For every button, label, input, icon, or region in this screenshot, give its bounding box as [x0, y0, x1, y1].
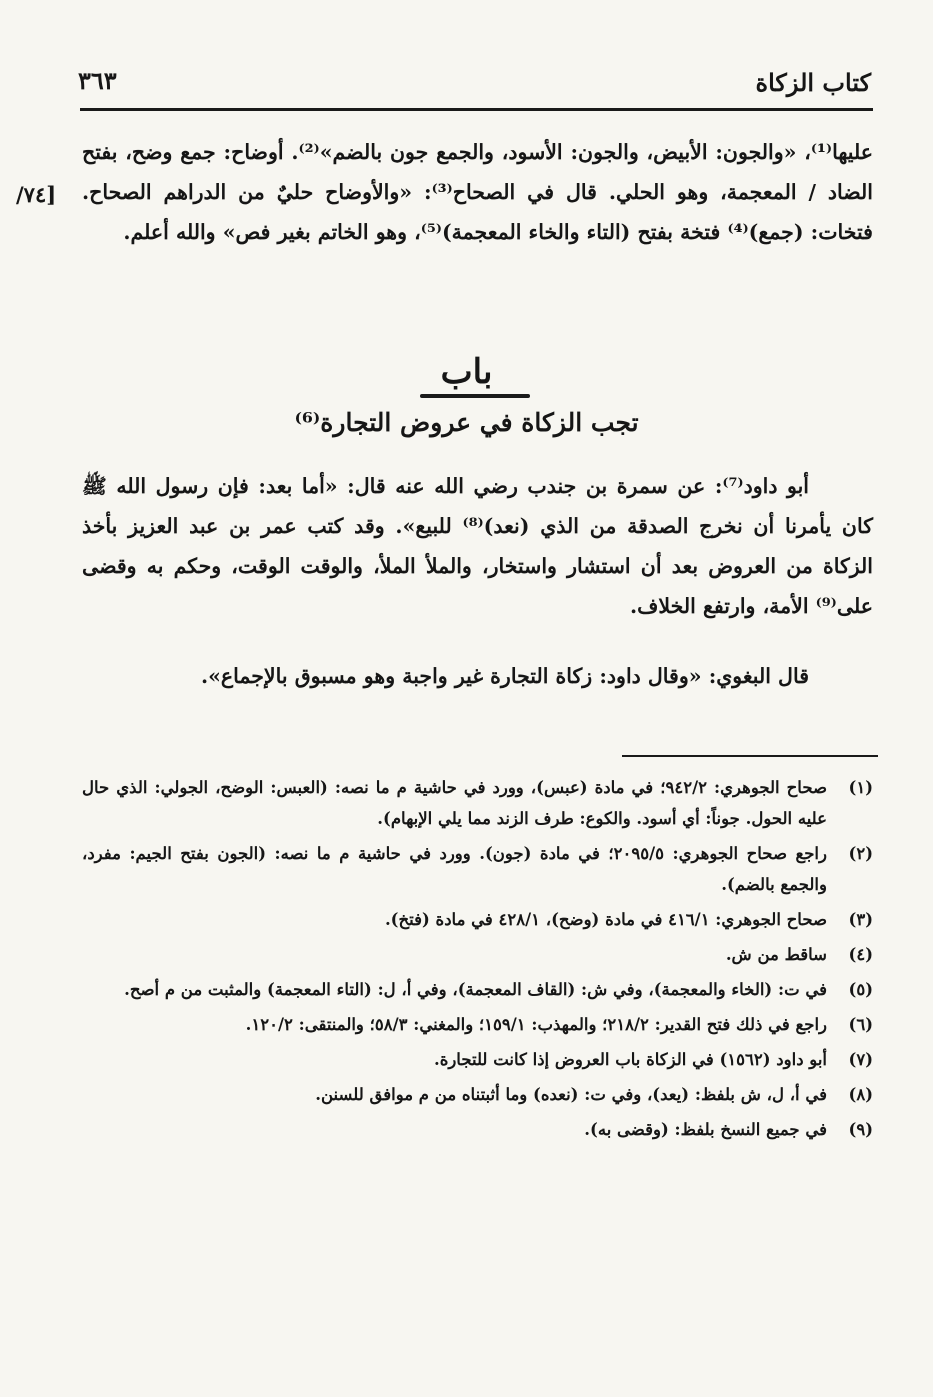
- footnote-separator: [622, 755, 878, 757]
- page-number: ٣٦٣: [78, 66, 117, 95]
- chapter-label: باب: [440, 352, 493, 392]
- footnote-7: [82, 1044, 873, 1075]
- footnote-number: (٤): [848, 945, 873, 964]
- footnote-2: [82, 838, 873, 900]
- running-title: كتاب الزكاة: [755, 68, 871, 97]
- footnote-1: [82, 772, 873, 834]
- footnote-text: في أ، ل، ش بلفظ: (يعد)، وفي ت: (نعده) وما أثبتناه من م موافق للسنن.: [315, 1085, 827, 1104]
- footnote-number: (٥): [848, 980, 873, 999]
- footnote-number: (٢): [848, 844, 873, 863]
- footnote-6: [82, 1009, 873, 1040]
- footnote-text: راجع صحاح الجوهري: ٢٠٩٥/٥؛ في مادة (جون). وورد في حاشية م ما نصه: (الجون بفتح الجيم: مفرد، والجمع بالضم).: [82, 844, 827, 894]
- footnote-text: في ت: (الخاء والمعجمة)، وفي ش: (القاف المعجمة)، وفي أ، ل: (التاء المعجمة) والمثبت من م أصح.: [124, 980, 827, 999]
- paragraph-baghawi: قال البغوي: «وقال داود: زكاة التجارة غير واجبة وهو مسبوق بالإجماع».: [200, 664, 809, 688]
- footnote-number: (٧): [848, 1050, 873, 1069]
- paragraph-definitions: عليها⁽¹⁾، «والجون: الأبيض، والجون: الأسود، والجمع جون بالضم»⁽²⁾. أوضاح: جمع وضح، بفتح الضاد / المعجمة، وهو الحلي. قال في الصحاح⁽³⁾: «والأوضاح حليٌ من الدراهم الصحاح. فتخات: (جمع)⁽⁴⁾ فتخة بفتح (التاء والخاء المعجمة)⁽⁵⁾، وهو الخاتم بغير فص» والله أعلم.: [82, 140, 873, 244]
- footnote-number: (٩): [848, 1120, 873, 1139]
- footnote-8: [82, 1079, 873, 1110]
- footnote-text: في جميع النسخ بلفظ: (وقضى به).: [584, 1120, 827, 1139]
- footnotes: [82, 772, 873, 1149]
- footnote-text: راجع في ذلك فتح القدير: ٢١٨/٢؛ والمهذب: ١٥٩/١؛ والمغني: ٥٨/٣؛ والمنتقى: ١٢٠/٢.: [245, 1015, 827, 1034]
- header-rule: [80, 108, 873, 111]
- footnote-number: (٦): [848, 1015, 873, 1034]
- chapter-heading: تجب الزكاة في عروض التجارة⁽⁶⁾: [294, 408, 639, 437]
- footnote-9: [82, 1114, 873, 1145]
- footnote-text: أبو داود (١٥٦٢) في الزكاة باب العروض إذا كانت للتجارة.: [433, 1050, 827, 1069]
- footnote-number: (١): [848, 778, 873, 797]
- footnote-4: [82, 939, 873, 970]
- footnote-text: صحاح الجوهري: ٩٤٢/٢؛ في مادة (عبس)، وورد في حاشية م ما نصه: (العبس: الوضح، الجولي: الذي حال عليه الحول. جوناً: أي أسود. والكوع: طرف الزند مما يلي الإبهام).: [82, 778, 827, 828]
- paragraph-hadith: أبو داود⁽⁷⁾: عن سمرة بن جندب رضي الله عنه قال: «أما بعد: فإن رسول الله ﷺ كان يأمرنا أن نخرج الصدقة من الذي (نعد)⁽⁸⁾ للبيع». وقد كتب عمر بن عبد العزيز بأخذ الزكاة من العروض بعد أن استشار واستخار، والملأ الملأ، والوقت الوقت، وحكم به وقضى على⁽⁹⁾ الأمة، وارتفع الخلاف.: [82, 474, 873, 618]
- chapter-label-underline: [420, 394, 530, 398]
- footnote-text: صحاح الجوهري: ٤١٦/١ في مادة (وضح)، ٤٢٨/١ في مادة (فتخ).: [384, 910, 827, 929]
- footnote-text: ساقط من ش.: [725, 945, 827, 964]
- running-header: [78, 64, 871, 108]
- footnote-number: (٨): [848, 1085, 873, 1104]
- footnote-number: (٣): [848, 910, 873, 929]
- footnote-5: [82, 974, 873, 1005]
- manuscript-folio-marker: [٧٤/: [16, 182, 57, 207]
- footnote-3: [82, 904, 873, 935]
